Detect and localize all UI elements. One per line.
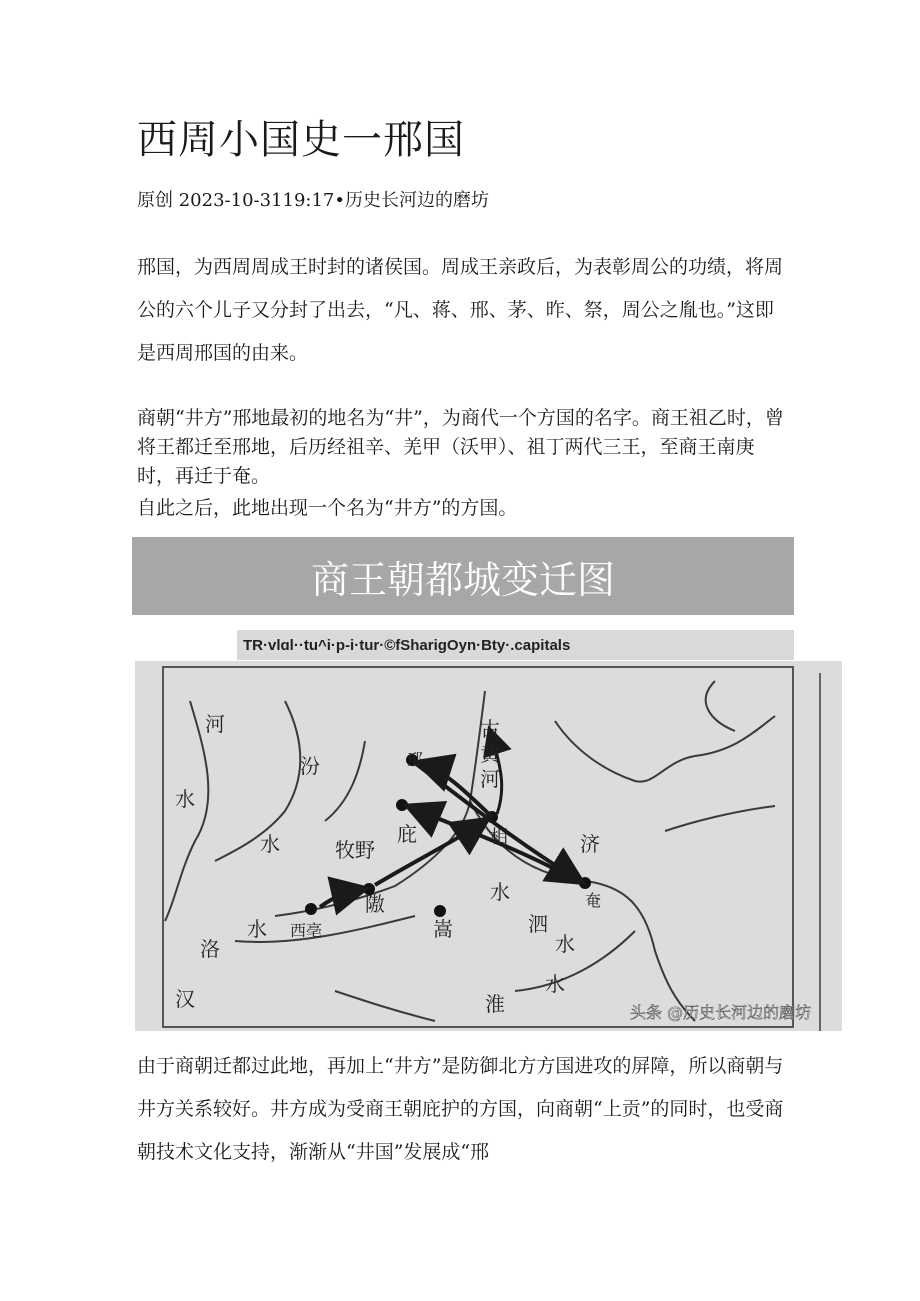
label-shui-4: 水	[490, 880, 510, 904]
article-title: 西周小国史一邢国	[137, 117, 465, 163]
label-ji: 济	[580, 832, 600, 856]
paragraph-after: 自此之后，此地出现一个名为“井方”的方国。	[137, 497, 518, 519]
label-shui-1: 水	[175, 787, 195, 811]
label-xing: 邢	[407, 750, 424, 769]
yan-dot	[579, 877, 591, 889]
xibo-dot	[305, 903, 317, 915]
label-si: 泗	[528, 912, 548, 936]
label-huang: 黄	[480, 742, 500, 766]
label-he: 河	[205, 712, 225, 736]
label-xiang: 相	[490, 827, 508, 848]
song-dot	[434, 905, 446, 917]
label-shui-2: 水	[260, 832, 280, 856]
paragraph-intro: 邢国，为西周周成王时封的诸侯国。周成王亲政后，为表彰周公的功绩，将周公的六个儿子又分封了出去，“凡、蒋、邢、茅、昨、祭，周公之胤也。”这即是西周邢国的由来。	[137, 256, 784, 364]
label-gu: 古	[480, 717, 500, 741]
figure-banner	[132, 537, 794, 615]
article-meta: 原创 2023-10-3119:17•历史长河边的磨坊	[137, 190, 489, 211]
bi-dot	[396, 799, 408, 811]
label-luo: 洛	[200, 937, 220, 961]
capital-migration-map	[135, 661, 842, 1031]
figure-subtitle: TR·vlɑl··tu^i·p-i·tur·©fSharigOyn·Bty·.capitals	[237, 630, 794, 660]
label-han: 汉	[175, 987, 195, 1011]
figure-banner-title: 商王朝都城变迁图	[310, 557, 615, 602]
label-fen: 汾	[300, 754, 320, 778]
label-xibo: 西亳	[290, 921, 323, 940]
label-huai: 淮	[485, 992, 505, 1016]
label-ao: 隞	[365, 892, 385, 916]
label-song: 嵩	[433, 917, 453, 941]
label-he2: 河	[480, 767, 500, 791]
label-shui-3: 水	[247, 917, 267, 941]
label-bi: 庇	[397, 822, 417, 846]
label-muye: 牧野	[335, 838, 375, 862]
label-yan: 奄	[585, 891, 602, 910]
map-watermark: 头条 @历史长河边的磨坊	[630, 1003, 812, 1022]
paragraph-jingfang: 商朝“井方”邢地最初的地名为“井”，为商代一个方国的名字。商王祖乙时，曾将王都迁至邢地，后历经祖辛、羌甲（沃甲）、祖丁两代三王，至商王南庚时，再迁于奄。	[137, 407, 784, 487]
label-shui-5: 水	[555, 932, 575, 956]
label-shui-6: 水	[545, 972, 565, 996]
paragraph-relations: 由于商朝迁都过此地，再加上“井方”是防御北方方国进攻的屏障，所以商朝与井方关系较好。井方成为受商王朝庇护的方国，向商朝“上贡”的同时，也受商朝技术文化支持，渐渐从“井国”发展成“邢	[137, 1055, 784, 1163]
